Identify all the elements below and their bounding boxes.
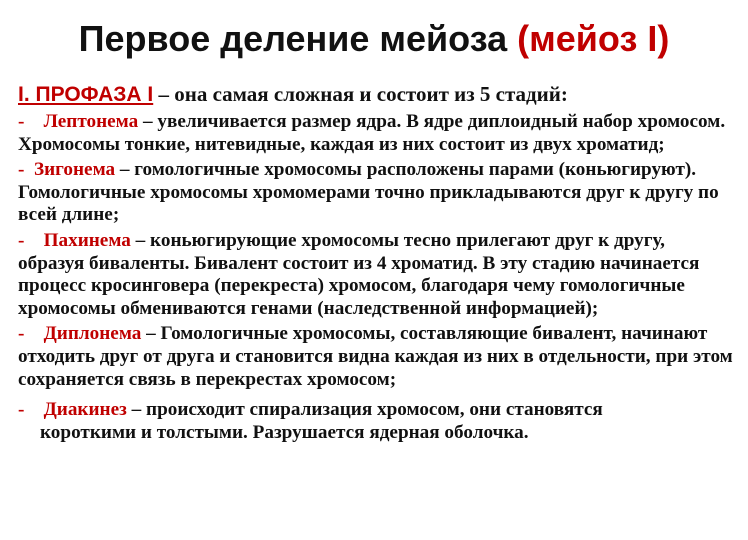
slide-title (0, 14, 748, 64)
title-main: Первое деление мейоза (78, 18, 508, 59)
stage-term: Пахинема (43, 229, 131, 251)
stage-term: Диакинез (43, 399, 127, 421)
stage-leptonema (18, 111, 733, 156)
stage-text: – увеличивается размер ядра. В ядре диплоидный набор хромосом. Хромосомы тонкие, нитевидные, каждая из них состоит из двух хроматид; (18, 111, 726, 155)
stage-dash: - (18, 323, 25, 345)
stage-zygonema (18, 159, 733, 227)
stage-diakinesis (18, 399, 733, 444)
title-accent: (мейоз I) (517, 18, 670, 59)
stage-text: – происходит спирализация хромосом, они становятся (126, 399, 603, 421)
prophase-line (18, 82, 733, 107)
stage-text: – гомологичные хромосомы расположены парами (коньюгируют). Гомологичные хромосомы хромомерами точно прикладываются друг к другу по всей длине; (18, 159, 719, 226)
prophase-heading: I. ПРОФАЗА I (18, 83, 154, 106)
stage-dash: - (18, 399, 25, 421)
stage-term: Лептонема (43, 111, 139, 132)
stage-term: Диплонема (43, 323, 142, 345)
stage-text-continued: короткими и толстыми. Разрушается ядерная оболочка. (40, 421, 529, 443)
stage-dash: - (18, 159, 25, 181)
slide-body (18, 82, 733, 447)
stage-pachynema (18, 230, 733, 320)
stage-text: – коньюгирующие хромосомы тесно прилегают друг к другу, образуя биваленты. Бивалент состоит из 4 хроматид. В эту стадию начинается процесс кросинговера (перекреста) хромосом, благодаря чему гомологичные хромосомы обмениваются генами (наследственной информацией); (18, 229, 700, 319)
prophase-text: – она самая сложная и состоит из 5 стадий: (153, 82, 568, 106)
stage-term: Зигонема (33, 159, 116, 181)
stage-dash: - (18, 229, 25, 251)
stage-diplonema (18, 323, 733, 391)
stage-text: – Гомологичные хромосомы, составляющие бивалент, начинают отходить друг от друга и становится видна каждая из них в отдельности, при этом сохраняется связь в перекрестах хромосом; (18, 323, 733, 390)
stage-dash: - (18, 111, 25, 132)
